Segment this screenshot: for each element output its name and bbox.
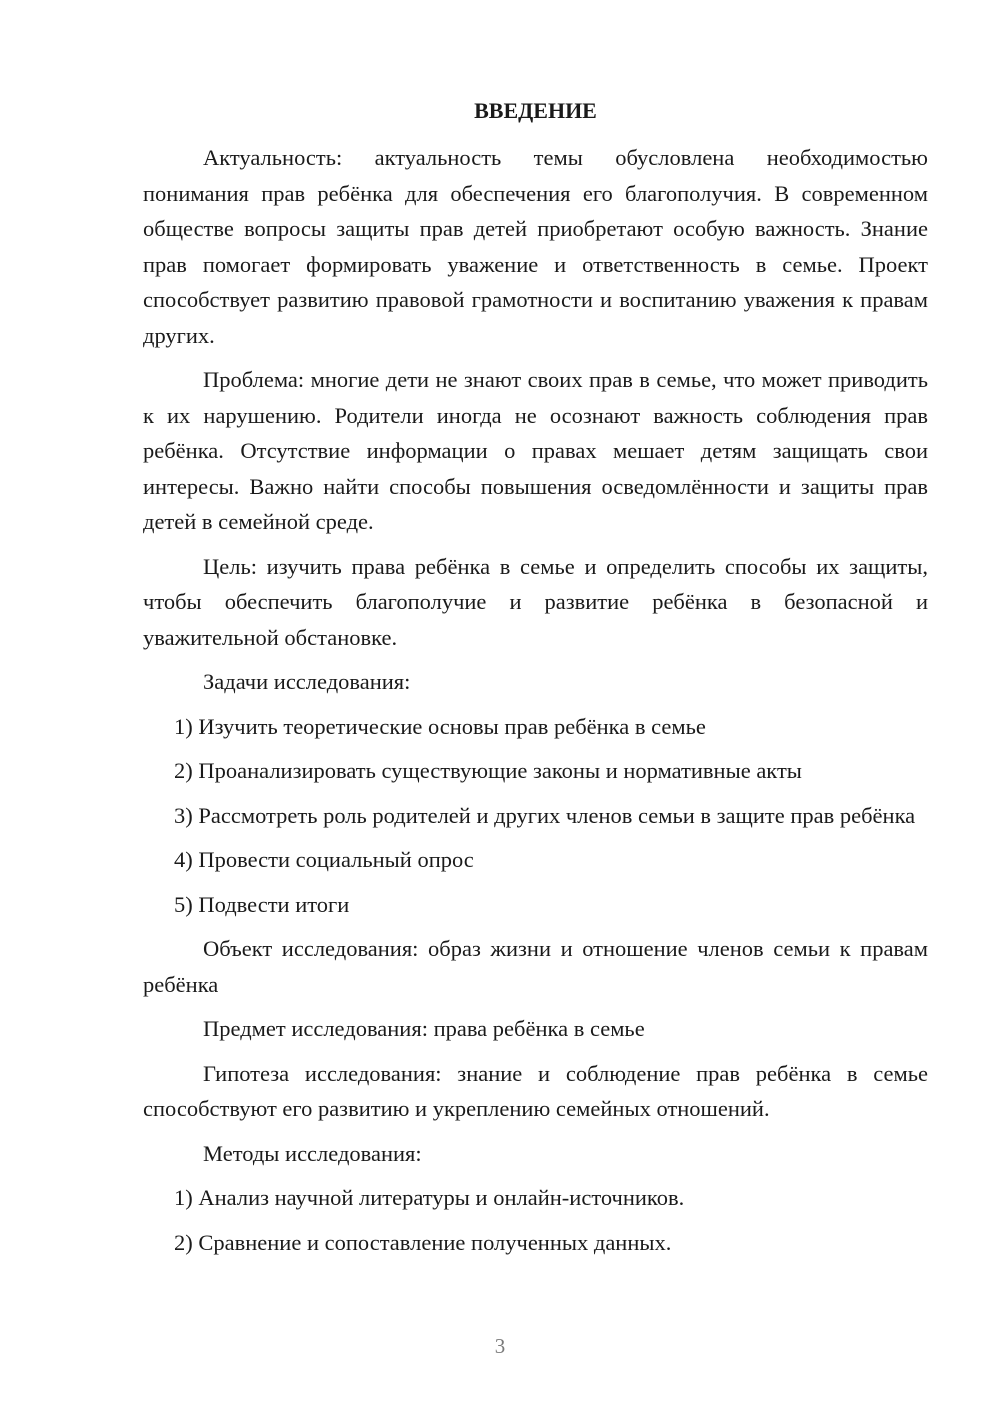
document-page	[143, 96, 928, 1269]
relevance-paragraph: Актуальность: актуальность темы обусловлена необходимостью понимания прав ребёнка для обеспечения его благополучия. В современном обществе вопросы защиты прав детей приобретают особую важность. Знание прав помогает формировать уважение и ответственность в семье. Проект способствует развитию правовой грамотности и воспитанию уважения к правам других.	[143, 145, 928, 348]
problem-paragraph: Проблема: многие дети не знают своих прав в семье, что может приводить к их нарушению. Родители иногда не осознают важность соблюдения прав ребёнка. Отсутствие информации о правах мешает детям защищать свои интересы. Важно найти способы повышения осведомлённости и защиты прав детей в семейной среде.	[143, 367, 928, 534]
task-item: 4) Провести социальный опрос	[174, 847, 474, 872]
hypothesis-paragraph: Гипотеза исследования: знание и соблюдение прав ребёнка в семье способствуют его развитию и укреплению семейных отношений.	[143, 1060, 928, 1121]
task-item: 1) Изучить теоретические основы прав ребёнка в семье	[174, 713, 706, 739]
method-item: 1) Анализ научной литературы и онлайн-источников.	[174, 1185, 685, 1210]
goal-paragraph: Цель: изучить права ребёнка в семье и определить способы их защиты, чтобы обеспечить благополучие и развитие ребёнка в безопасной и уважительной обстановке.	[143, 553, 928, 650]
page-number: 3	[494, 1334, 506, 1358]
task-item: 2) Проанализировать существующие законы и нормативные акты	[174, 758, 802, 783]
subject-paragraph: Предмет исследования: права ребёнка в семье	[203, 1016, 645, 1041]
task-item: 5) Подвести итоги	[174, 891, 350, 917]
object-paragraph: Объект исследования: образ жизни и отношение членов семьи к правам ребёнка	[143, 936, 928, 997]
methods-heading: Методы исследования:	[203, 1140, 422, 1166]
method-item: 2) Сравнение и сопоставление полученных данных.	[174, 1229, 672, 1255]
task-item: 3) Рассмотреть роль родителей и других членов семьи в защите прав ребёнка	[174, 802, 916, 828]
tasks-heading: Задачи исследования:	[203, 669, 411, 694]
section-title: ВВЕДЕНИЕ	[474, 98, 597, 123]
